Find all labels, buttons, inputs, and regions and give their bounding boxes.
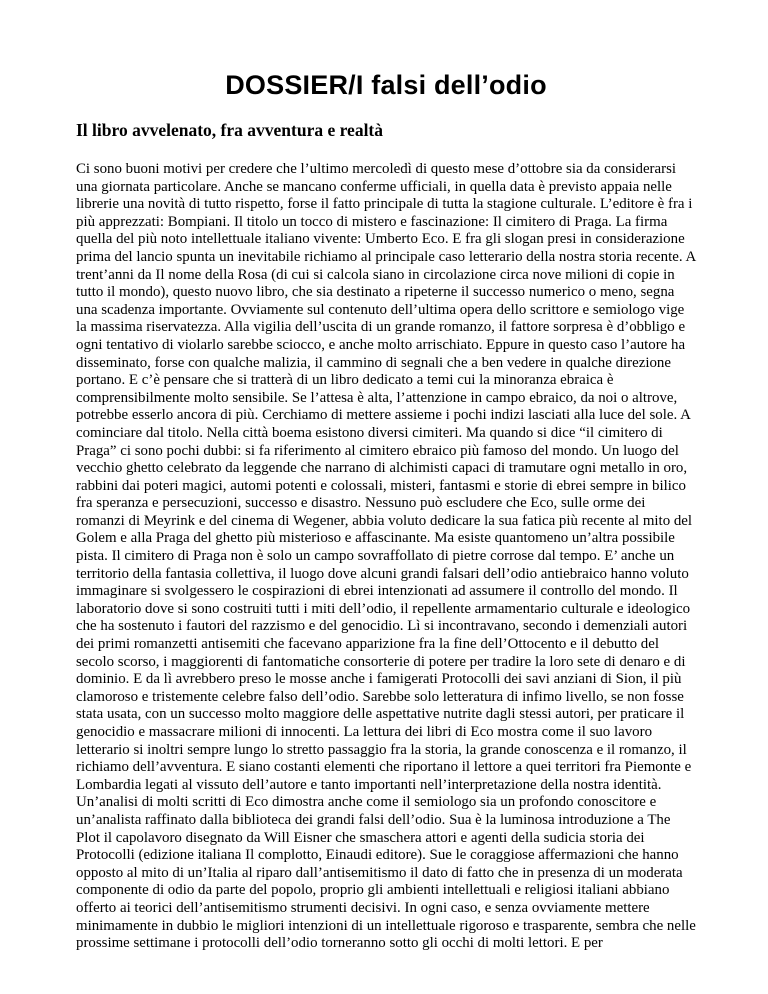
article-body: Ci sono buoni motivi per credere che l’ultimo mercoledì di questo mese d’ottobre sia da considerarsi una giornata particolare. Anche se mancano conferme ufficiali, in quella data è previsto appaia nelle librerie una novità di tutto rispetto, forse il fatto principale di tutta la stagione culturale. L’editore è fra i più apprezzati: Bompiani. Il titolo un tocco di mistero e fascinazione: Il cimitero di Praga. La firma quella del più noto intellettuale italiano vivente: Umberto Eco. E fra gli slogan presi in considerazione prima del lancio spunta un inevitabile richiamo al principale caso letterario della nostra storia recente. A trent’anni da Il nome della Rosa (di cui si calcola siano in circolazione circa nove milioni di copie in tutto il mondo), questo nuovo libro, che sia destinato a ripeterne il successo numerico o meno, segna una scadenza importante. Ovviamente sul contenuto dell’ultima opera dello scrittore e semiologo vige la massima riservatezza. Alla vigilia dell’uscita di un grande romanzo, il fattore sorpresa è d’obbligo e ogni tentativo di violarlo sarebbe sciocco, e anche molto arrischiato. Eppure in questo caso l’autore ha disseminato, forse con qualche malizia, il cammino di segnali che a ben vedere in qualche direzione portano. E c’è pensare che si tratterà di un libro dedicato a temi cui la minoranza ebraica è comprensibilmente molto sensibile. Se l’attesa è alta, l’attenzione in campo ebraico, da noi o altrove, potrebbe esserlo ancora di più. Cerchiamo di mettere assieme i pochi indizi lasciati alla luce del sole. A cominciare dal titolo. Nella città boema esistono diversi cimiteri. Ma quando si dice “il cimitero di Praga” ci sono pochi dubbi: si fa riferimento al cimitero ebraico più famoso del mondo. Un luogo del vecchio ghetto celebrato da leggende che narrano di alchimisti capaci di tramutare ogni metallo in oro, rabbini dai poteri magici, automi potenti e colossali, misteri, fantasmi e storie di ebrei sempre in bilico fra speranza e persecuzioni, successo e disastro. Nessuno può escludere che Eco, sulle orme dei romanzi di Meyrink e del cinema di Wegener, abbia voluto dedicare la sua fatica più recente al mito del Golem e alla Praga del ghetto più misterioso e affascinante. Ma esiste quantomeno un’altra possibile pista. Il cimitero di Praga non è solo un campo sovraffollato di pietre corrose dal tempo. E’ anche un territorio della fantasia collettiva, il luogo dove alcuni grandi falsari dell’odio antiebraico hanno voluto immaginare si svolgessero le cospirazioni di ebrei intenzionati ad assumere il controllo del mondo. Il laboratorio dove si sono costruiti tutti i miti dell’odio, il repellente armamentario culturale e ideologico che ha sostenuto i fautori del razzismo e del genocidio. Lì si incontravano, secondo i demenziali autori dei primi romanzetti antisemiti che facevano apparizione fra la fine dell’Ottocento e il debutto del secolo scorso, i maggiorenti di fantomatiche consorterie di potere per tradire la loro sete di denaro e di dominio. E da lì avrebbero preso le mosse anche i famigerati Protocolli dei savi anziani di Sion, il più clamoroso e tristemente celebre falso dell’odio. Sarebbe solo letteratura di infimo livello, se non fosse stata usata, con un successo molto maggiore delle aspettative nutrite dagli stessi autori, per praticare il genocidio e massacrare milioni di innocenti. La lettura dei libri di Eco mostra come il suo lavoro letterario si inoltri sempre lungo lo stretto passaggio fra la storia, la grande conoscenza e il romanzo, il richiamo dell’avventura. E siano costanti elementi che riportano il lettore a quei territori fra Piemonte e Lombardia legati al vissuto dell’autore e tanto importanti nell’interpretazione della nostra identità. Un’analisi di molti scritti di Eco dimostra anche come il semiologo sia un profondo conoscitore e un’analista raffinato dalla biblioteca dei grandi falsi dell’odio. Sua è la luminosa introduzione a The Plot il capolavoro disegnato da Will Eisner che smaschera attori e agenti della sudicia storia dei Protocolli (edizione italiana Il complotto, Einaudi editore). Sue le coraggiose affermazioni che hanno opposto al mito di un’Italia al riparo dall’antisemitismo il dato di fatto che in presenza di un moderata componente di odio da parte del popolo, proprio gli ambienti intellettuali e religiosi italiani abbiano offerto ai teorici dell’antisemitismo strumenti decisivi. In ogni caso, e senza ovviamente mettere minimamente in dubbio le migliori intenzioni di un intellettuale rigoroso e trasparente, sembra che nelle prossime settimane i protocolli dell’odio torneranno sotto gli occhi di molti lettori. E per	[76, 161, 696, 952]
page-title: DOSSIER/I falsi dell’odio	[225, 70, 547, 100]
document-page	[76, 66, 696, 953]
article-subtitle: Il libro avvelenato, fra avventura e realtà	[76, 120, 384, 140]
